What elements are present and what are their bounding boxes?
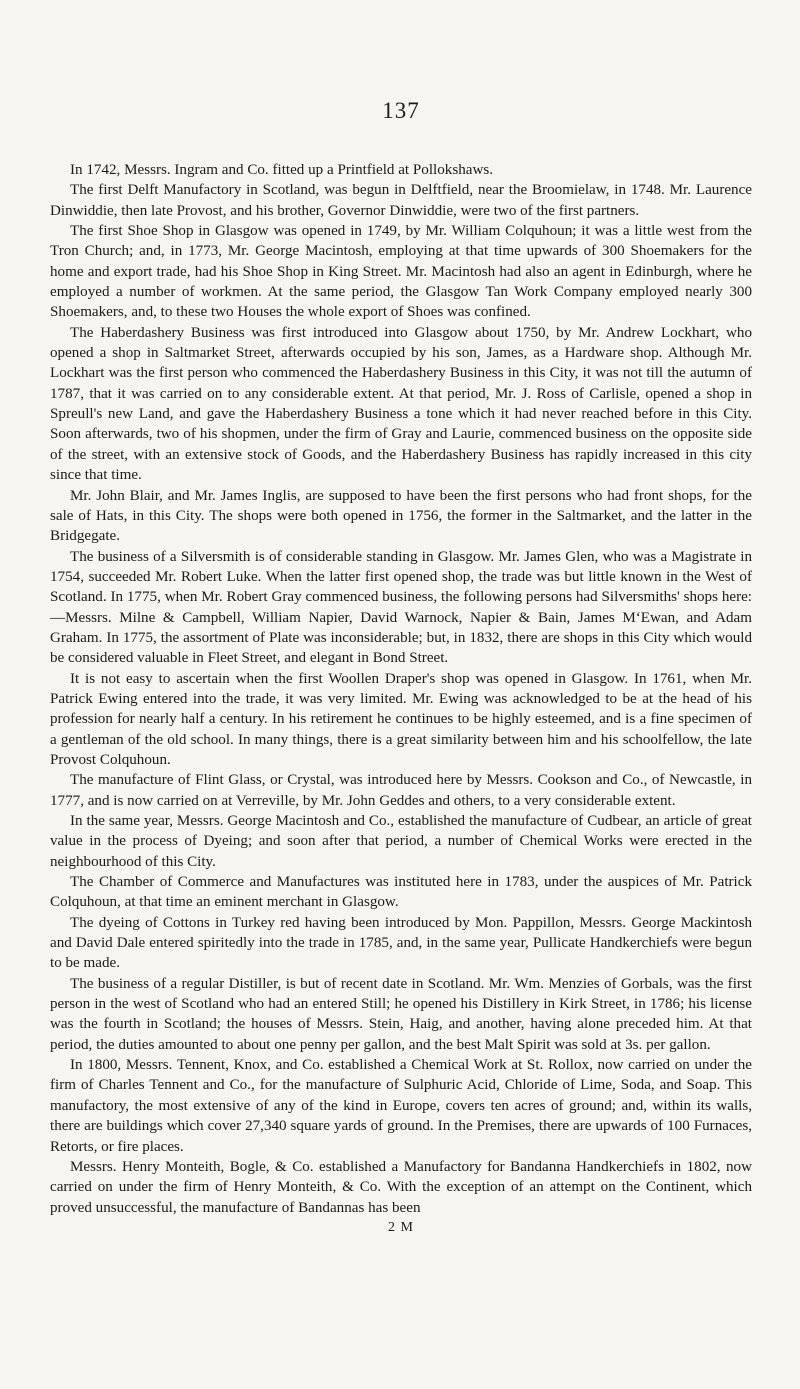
paragraph: Messrs. Henry Monteith, Bogle, & Co. established a Manufactory for Bandanna Handkerchiefs in 1802, now carried on under the firm of Henry Monteith, & Co. With the exception of an attempt on the Continent, which proved unsuccessful, the manufacture of Bandannas has been <box>50 1158 752 1216</box>
signature-mark: 2 M <box>388 1219 414 1235</box>
paragraph: In the same year, Messrs. George Macintosh and Co., established the manufacture of Cudbear, an article of great value in the process of Dyeing; and soon after that period, a number of Chemical Works were erected in the neighbourhood of this City. <box>50 813 752 870</box>
paragraph: Mr. John Blair, and Mr. James Inglis, are supposed to have been the first persons who had front shops, for the sale of Hats, in this City. The shops were both opened in 1756, the former in the Saltmarket, and the latter in the Bridgegate. <box>50 487 752 545</box>
paragraph: The business of a Silversmith is of considerable standing in Glasgow. Mr. James Glen, who was a Magistrate in 1754, succeeded Mr. Robert Luke. When the latter first opened shop, the trade was but little known in the West of Scotland. In 1775, when Mr. Robert Gray commenced business, the following persons had Silversmiths' shops here:—Messrs. Milne & Campbell, William Napier, David Warnock, Napier & Bain, James M‘Ewan, and Adam Graham. In 1775, the assortment of Plate was inconsiderable; but, in 1832, there are shops in this City which would be considered valuable in Fleet Street, and elegant in Bond Street. <box>50 548 752 667</box>
paragraph: It is not easy to ascertain when the first Woollen Draper's shop was opened in Glasgow. In 1761, when Mr. Patrick Ewing entered into the trade, it was very limited. Mr. Ewing was acknowledged to be at the head of his profession for nearly half a century. In his retirement he continues to be highly esteemed, and is a fine specimen of a gentleman of the old school. In many things, there is a great similarity between him and his schoolfellow, the late Provost Colquhoun. <box>50 670 752 768</box>
paragraph: The manufacture of Flint Glass, or Crystal, was introduced here by Messrs. Cookson and Co., of Newcastle, in 1777, and is now carried on at Verreville, by Mr. John Geddes and others, to a very considerable extent. <box>50 772 752 809</box>
paragraph: The Chamber of Commerce and Manufactures was instituted here in 1783, under the auspices of Mr. Patrick Colquhoun, at that time an eminent merchant in Glasgow. <box>50 874 752 911</box>
paragraph: In 1742, Messrs. Ingram and Co. fitted up a Printfield at Pollokshaws. <box>70 162 493 178</box>
paragraph: The first Delft Manufactory in Scotland, was begun in Delftfield, near the Broomielaw, in 1748. Mr. Laurence Dinwiddie, then late Provost, and his brother, Governor Dinwiddie, were two of the first partners. <box>50 182 752 219</box>
body-text <box>50 160 752 1218</box>
paragraph: The business of a regular Distiller, is but of recent date in Scotland. Mr. Wm. Menzies of Gorbals, was the first person in the west of Scotland who had an entered Still; he opened his Distillery in Kirk Street, in 1786; his license was the fourth in Scotland; the houses of Messrs. Stein, Haig, and another, having alone preceded him. At that period, the duties amounted to about one penny per gallon, and the best Malt Spirit was sold at 3s. per gallon. <box>50 975 752 1053</box>
paragraph: The dyeing of Cottons in Turkey red having been introduced by Mon. Pappillon, Messrs. George Mackintosh and David Dale entered spiritedly into the trade in 1785, and, in the same year, Pullicate Handkerchiefs were begun to be made. <box>50 914 752 972</box>
paragraph: In 1800, Messrs. Tennent, Knox, and Co. established a Chemical Work at St. Rollox, now carried on under the firm of Charles Tennent and Co., for the manufacture of Sulphuric Acid, Chloride of Lime, Soda, and Soap. This manufactory, the most extensive of any of the kind in Europe, covers ten acres of ground; and, within its walls, there are buildings which cover 27,340 square yards of ground. In the Premises, there are upwards of 100 Furnaces, Retorts, or fire places. <box>50 1057 752 1155</box>
paragraph: The Haberdashery Business was first introduced into Glasgow about 1750, by Mr. Andrew Lockhart, who opened a shop in Saltmarket Street, afterwards occupied by his son, James, as a Hardware shop. Although Mr. Lockhart was the first person who commenced the Haberdashery Business in this City, it was not till the autumn of 1787, that it was carried on to any considerable extent. At that period, Mr. J. Ross of Carlisle, opened a shop in Spreull's new Land, and gave the Haberdashery Business a tone which it had never reached before in this City. Soon afterwards, two of his shopmen, under the firm of Gray and Laurie, commenced business on the opposite side of the street, with an extensive stock of Goods, and the Haberdashery Business has rapidly increased in this city since that time. <box>50 324 752 484</box>
paragraph: The first Shoe Shop in Glasgow was opened in 1749, by Mr. William Colquhoun; it was a little west from the Tron Church; and, in 1773, Mr. George Macintosh, employing at that time upwards of 300 Shoemakers for the home and export trade, had his Shoe Shop in King Street. Mr. Macintosh had also an agent in Edinburgh, where he employed a number of workmen. At the same period, the Glasgow Tan Work Company employed nearly 300 Shoemakers, and, to these two Houses the whole export of Shoes was confined. <box>50 223 752 321</box>
page-number: 137 <box>382 98 420 123</box>
